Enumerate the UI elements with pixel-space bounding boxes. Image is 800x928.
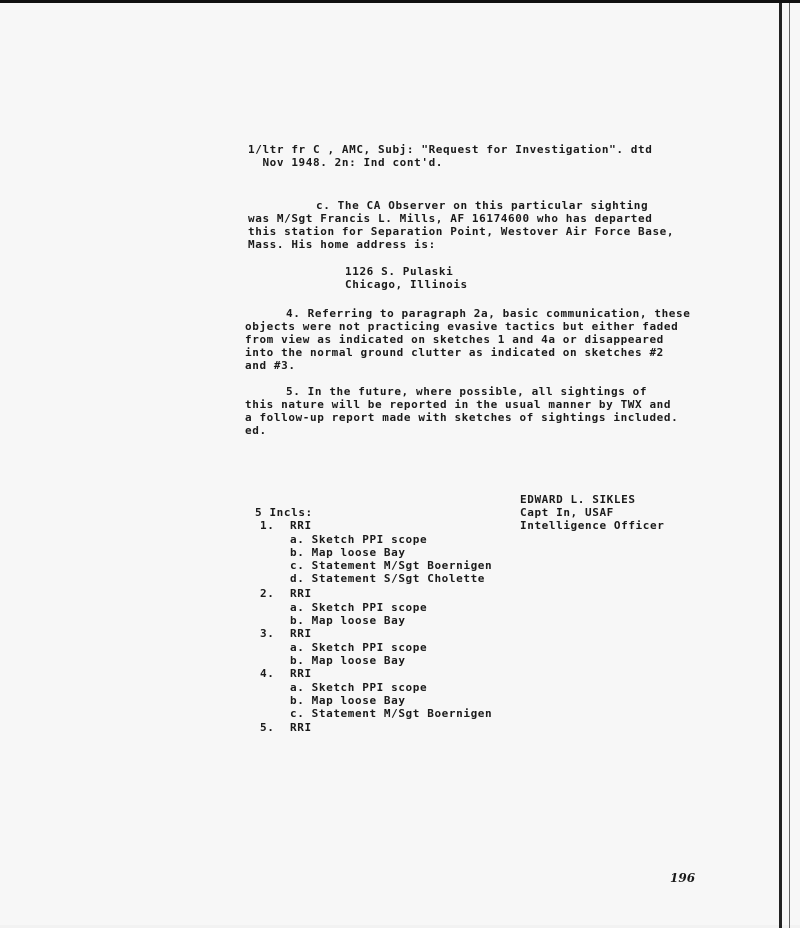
signature-rank: Capt In, USAF [520, 506, 614, 519]
incl-4-label: RRI [290, 667, 312, 680]
incl-5-number: 5. [260, 721, 275, 734]
para-4-line-4: into the normal ground clutter as indicated on sketches #2 [245, 346, 664, 359]
para-5-line-4: ed. [245, 424, 267, 437]
address-line-1: 1126 S. Pulaski [345, 265, 454, 278]
para-5-line-3: a follow-up report made with sketches of sightings included. [245, 411, 679, 424]
incls-heading: 5 Incls: [255, 506, 313, 519]
incl-2-sub-b: b. Map loose Bay [290, 614, 406, 627]
para-4-line-2: objects were not practicing evasive tactics but either faded [245, 320, 679, 333]
para-c-line-1: c. The CA Observer on this particular sighting [316, 199, 649, 212]
para-5-line-1: 5. In the future, where possible, all sightings of [286, 385, 648, 398]
incl-1-sub-d: d. Statement S/Sgt Cholette [290, 572, 486, 585]
para-c-line-2: was M/Sgt Francis L. Mills, AF 16174600 who has departed [248, 212, 653, 225]
signature-title: Intelligence Officer [520, 519, 665, 532]
para-c-line-3: this station for Separation Point, Westover Air Force Base, [248, 225, 675, 238]
incl-2-label: RRI [290, 587, 312, 600]
para-c-line-4: Mass. His home address is: [248, 238, 436, 251]
incl-4-sub-b: b. Map loose Bay [290, 694, 406, 707]
incl-3-label: RRI [290, 627, 312, 640]
incl-4-number: 4. [260, 667, 275, 680]
incl-1-sub-c: c. Statement M/Sgt Boernigen [290, 559, 493, 572]
address-line-2: Chicago, Illinois [345, 278, 468, 291]
header-line-1: 1/ltr fr C , AMC, Subj: "Request for Investigation". dtd [248, 143, 653, 156]
incl-2-number: 2. [260, 587, 275, 600]
incl-4-sub-c: c. Statement M/Sgt Boernigen [290, 707, 493, 720]
incl-1-number: 1. [260, 519, 275, 532]
para-4-line-5: and #3. [245, 359, 296, 372]
header-line-2: Nov 1948. 2n: Ind cont'd. [248, 156, 444, 169]
incl-5-label: RRI [290, 721, 312, 734]
incl-3-sub-b: b. Map loose Bay [290, 654, 406, 667]
incl-3-sub-a: a. Sketch PPI scope [290, 641, 428, 654]
page-edge [779, 3, 782, 928]
signature-name: EDWARD L. SIKLES [520, 493, 636, 506]
incl-3-number: 3. [260, 627, 275, 640]
incl-1-sub-a: a. Sketch PPI scope [290, 533, 428, 546]
para-5-line-2: this nature will be reported in the usual manner by TWX and [245, 398, 672, 411]
incl-4-sub-a: a. Sketch PPI scope [290, 681, 428, 694]
incl-2-sub-a: a. Sketch PPI scope [290, 601, 428, 614]
incl-1-label: RRI [290, 519, 312, 532]
para-4-line-1: 4. Referring to paragraph 2a, basic communication, these [286, 307, 691, 320]
incl-1-sub-b: b. Map loose Bay [290, 546, 406, 559]
para-4-line-3: from view as indicated on sketches 1 and 4a or disappeared [245, 333, 664, 346]
page-edge-inner [789, 3, 790, 928]
page-number: 196 [670, 871, 696, 885]
